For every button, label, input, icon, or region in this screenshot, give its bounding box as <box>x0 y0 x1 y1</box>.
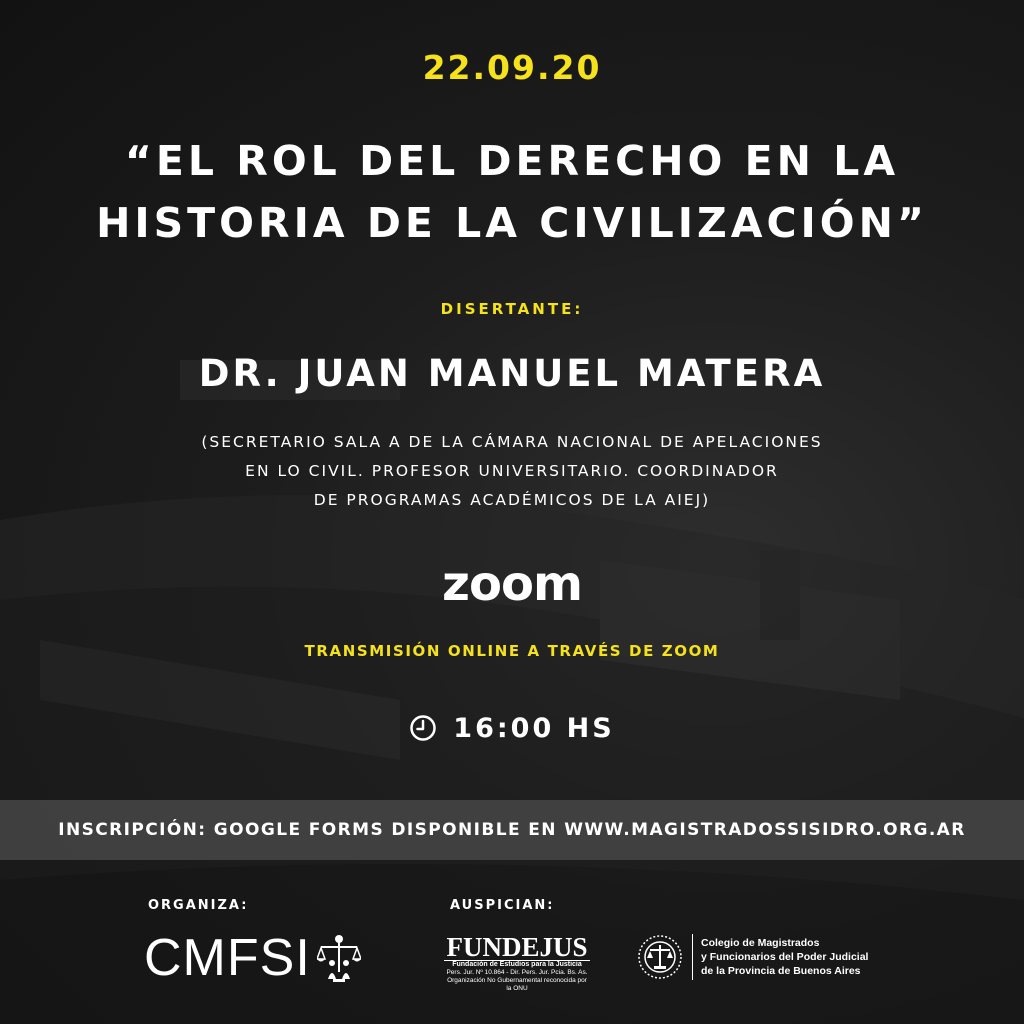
speaker-bio <box>0 428 1024 515</box>
event-title-line-1: “EL ROL DEL DERECHO EN LA <box>124 137 900 185</box>
colegio-line-1: Colegio de Magistrados <box>701 937 820 949</box>
clock-icon <box>409 714 437 742</box>
fundejus-line-2: Pers. Jur. Nº 10.864 - Dir. Pers. Jur. Pcia. Bs. As. <box>446 969 588 976</box>
colegio-divider <box>692 934 693 980</box>
event-title-line-2: HISTORIA DE LA CIVILIZACIÓN” <box>96 199 928 247</box>
zoom-logo: zoom <box>442 556 582 612</box>
event-time-row <box>0 708 1024 748</box>
speaker-name: DR. JUAN MANUEL MATERA <box>198 352 826 395</box>
fundejus-line-1: Fundación de Estudios para la Justicia <box>452 961 582 968</box>
colegio-line-2: y Funcionarios del Poder Judicial <box>701 951 869 963</box>
colegio-name <box>701 936 868 978</box>
fundejus-name: FUNDEJUS <box>444 934 590 961</box>
fundejus-line-3: Organización No Gubernamental reconocida por la ONU <box>447 977 587 992</box>
registration-banner <box>0 800 1024 860</box>
event-time: 16:00 HS <box>453 712 615 744</box>
registration-text: INSCRIPCIÓN: GOOGLE FORMS DISPONIBLE EN WWW.MAGISTRADOSSISIDRO.ORG.AR <box>58 820 966 840</box>
seal-emblem-icon <box>636 933 684 981</box>
scales-of-justice-icon <box>317 933 361 983</box>
event-date: 22.09.20 <box>422 48 602 87</box>
speaker-bio-line-2: EN LO CIVIL. PROFESOR UNIVERSITARIO. COORDINADOR <box>245 462 779 480</box>
fundejus-logo <box>444 934 590 993</box>
colegio-logo <box>636 933 868 981</box>
organiza-label: ORGANIZA: <box>148 898 249 913</box>
cmfsi-logo <box>144 928 361 988</box>
speaker-bio-line-3: DE PROGRAMAS ACADÉMICOS DE LA AIEJ) <box>313 491 711 509</box>
transmission-note: TRANSMISIÓN ONLINE A TRAVÉS DE ZOOM <box>304 642 720 660</box>
colegio-line-3: de la Provincia de Buenos Aires <box>701 965 861 977</box>
speaker-bio-line-1: (SECRETARIO SALA A DE LA CÁMARA NACIONAL DE APELACIONES <box>201 433 823 451</box>
auspician-label: AUSPICIAN: <box>450 898 555 913</box>
event-title <box>0 130 1024 254</box>
cmfsi-logo-text: CMFSI <box>144 929 311 987</box>
speaker-label: DISERTANTE: <box>440 300 584 318</box>
